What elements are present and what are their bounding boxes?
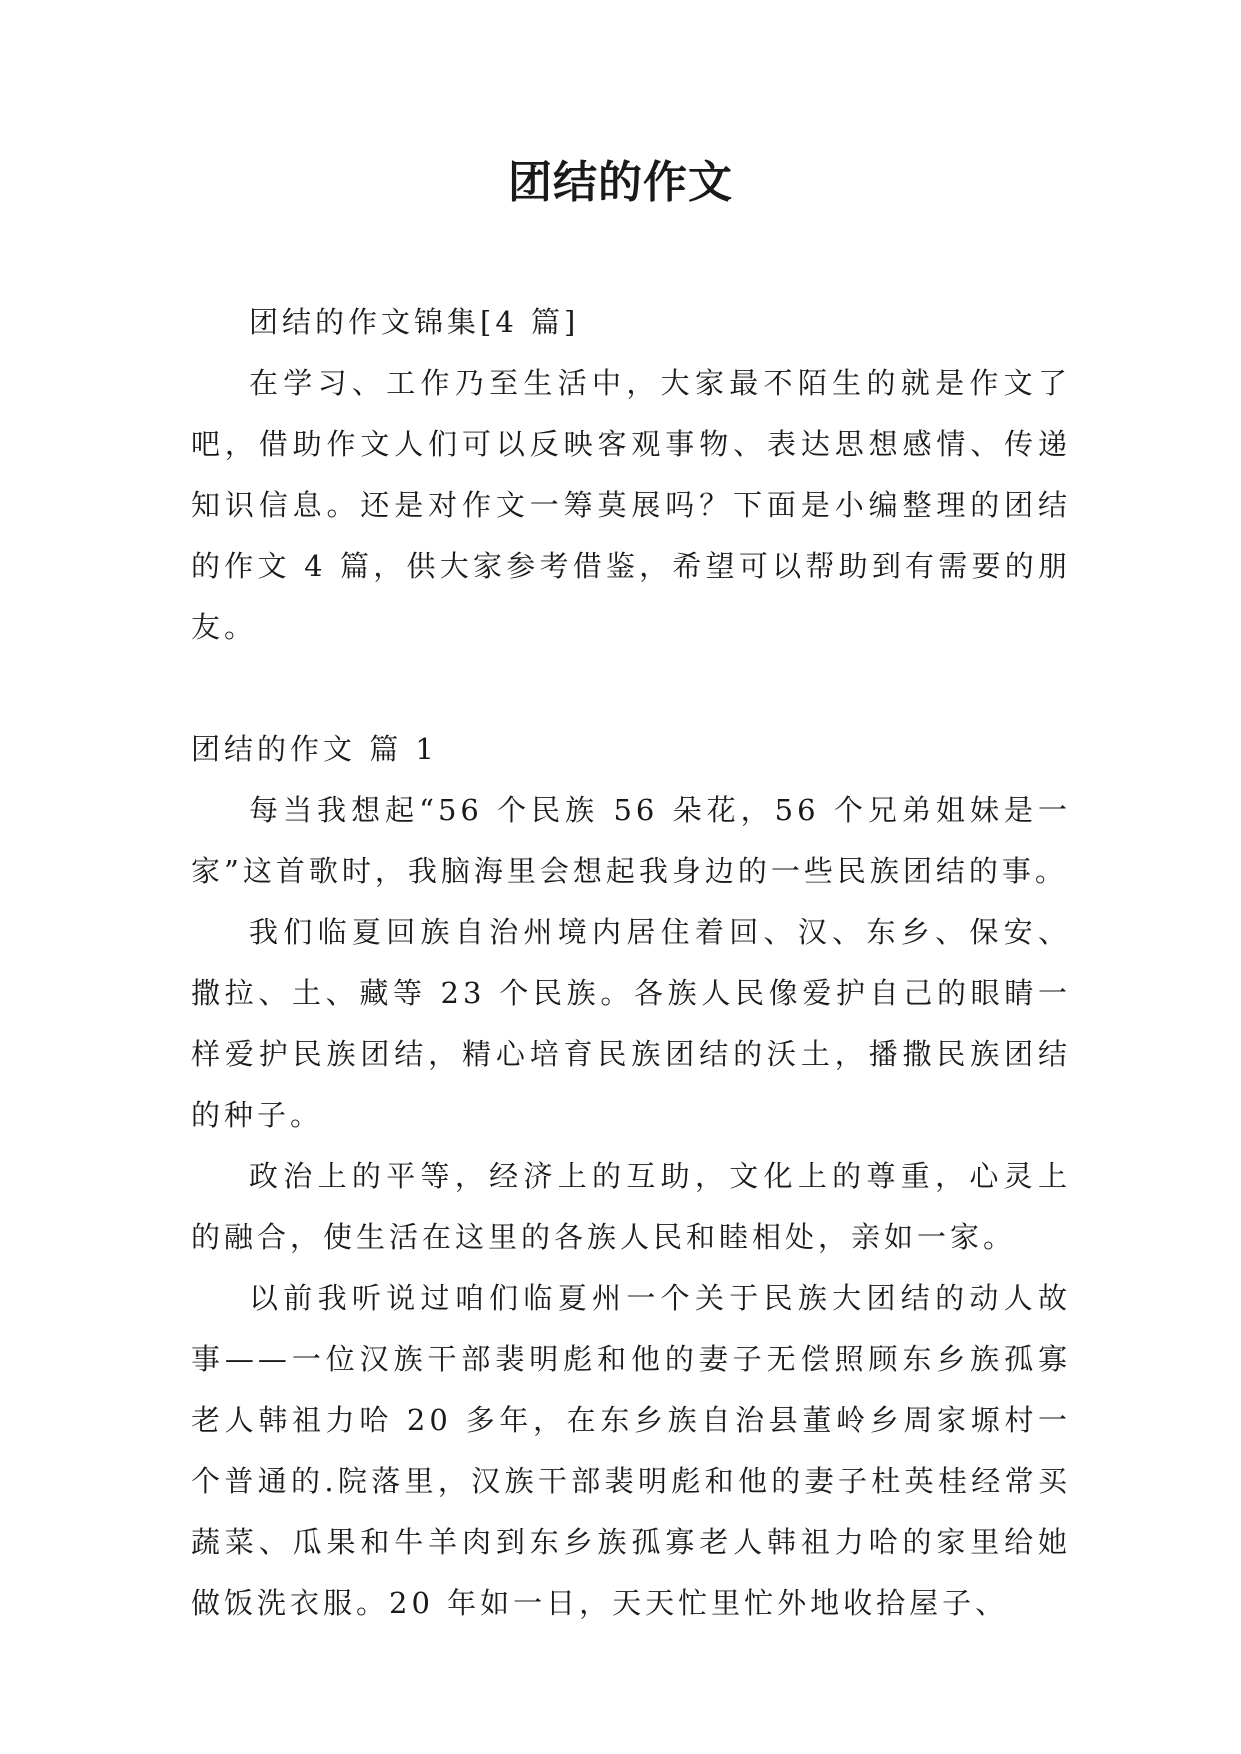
document-title: 团结的作文 [508, 157, 733, 208]
body-paragraph-4: 以前我听说过咱们临夏州一个关于民族大团结的动人故事——一位汉族干部裴明彪和他的妻子无偿照顾东乡族孤寡老人韩祖力哈 20 多年，在东乡族自治县董岭乡周家塬村一个普通的.院落里，汉族干部裴明彪和他的妻子杜英桂经常买蔬菜、瓜果和牛羊肉到东乡族孤寡老人韩祖力哈的家里给她做饭洗衣服。20 年如一日，天天忙里忙外地收拾屋子、 [191, 1281, 1071, 1620]
section-heading: 团结的作文 篇 1 [191, 732, 438, 766]
body-paragraph-2: 我们临夏回族自治州境内居住着回、汉、东乡、保安、撒拉、土、藏等 23 个民族。各族人民像爱护自己的眼睛一样爱护民族团结，精心培育民族团结的沃土，播撒民族团结的种子。 [191, 915, 1071, 1132]
intro-heading: 团结的作文锦集[4 篇] [249, 305, 580, 339]
document-body [191, 292, 1071, 1634]
intro-paragraph: 在学习、工作乃至生活中，大家最不陌生的就是作文了吧，借助作文人们可以反映客观事物、表达思想感情、传递知识信息。还是对作文一筹莫展吗？下面是小编整理的团结的作文 4 篇，供大家参考借鉴，希望可以帮助到有需要的朋友。 [191, 366, 1071, 644]
body-paragraph-1: 每当我想起“56 个民族 56 朵花，56 个兄弟姐妹是一家”这首歌时，我脑海里会想起我身边的一些民族团结的事。 [191, 793, 1071, 888]
section-spacer [191, 658, 1071, 719]
body-paragraph-3: 政治上的平等，经济上的互助，文化上的尊重，心灵上的融合，使生活在这里的各族人民和睦相处，亲如一家。 [191, 1159, 1071, 1254]
